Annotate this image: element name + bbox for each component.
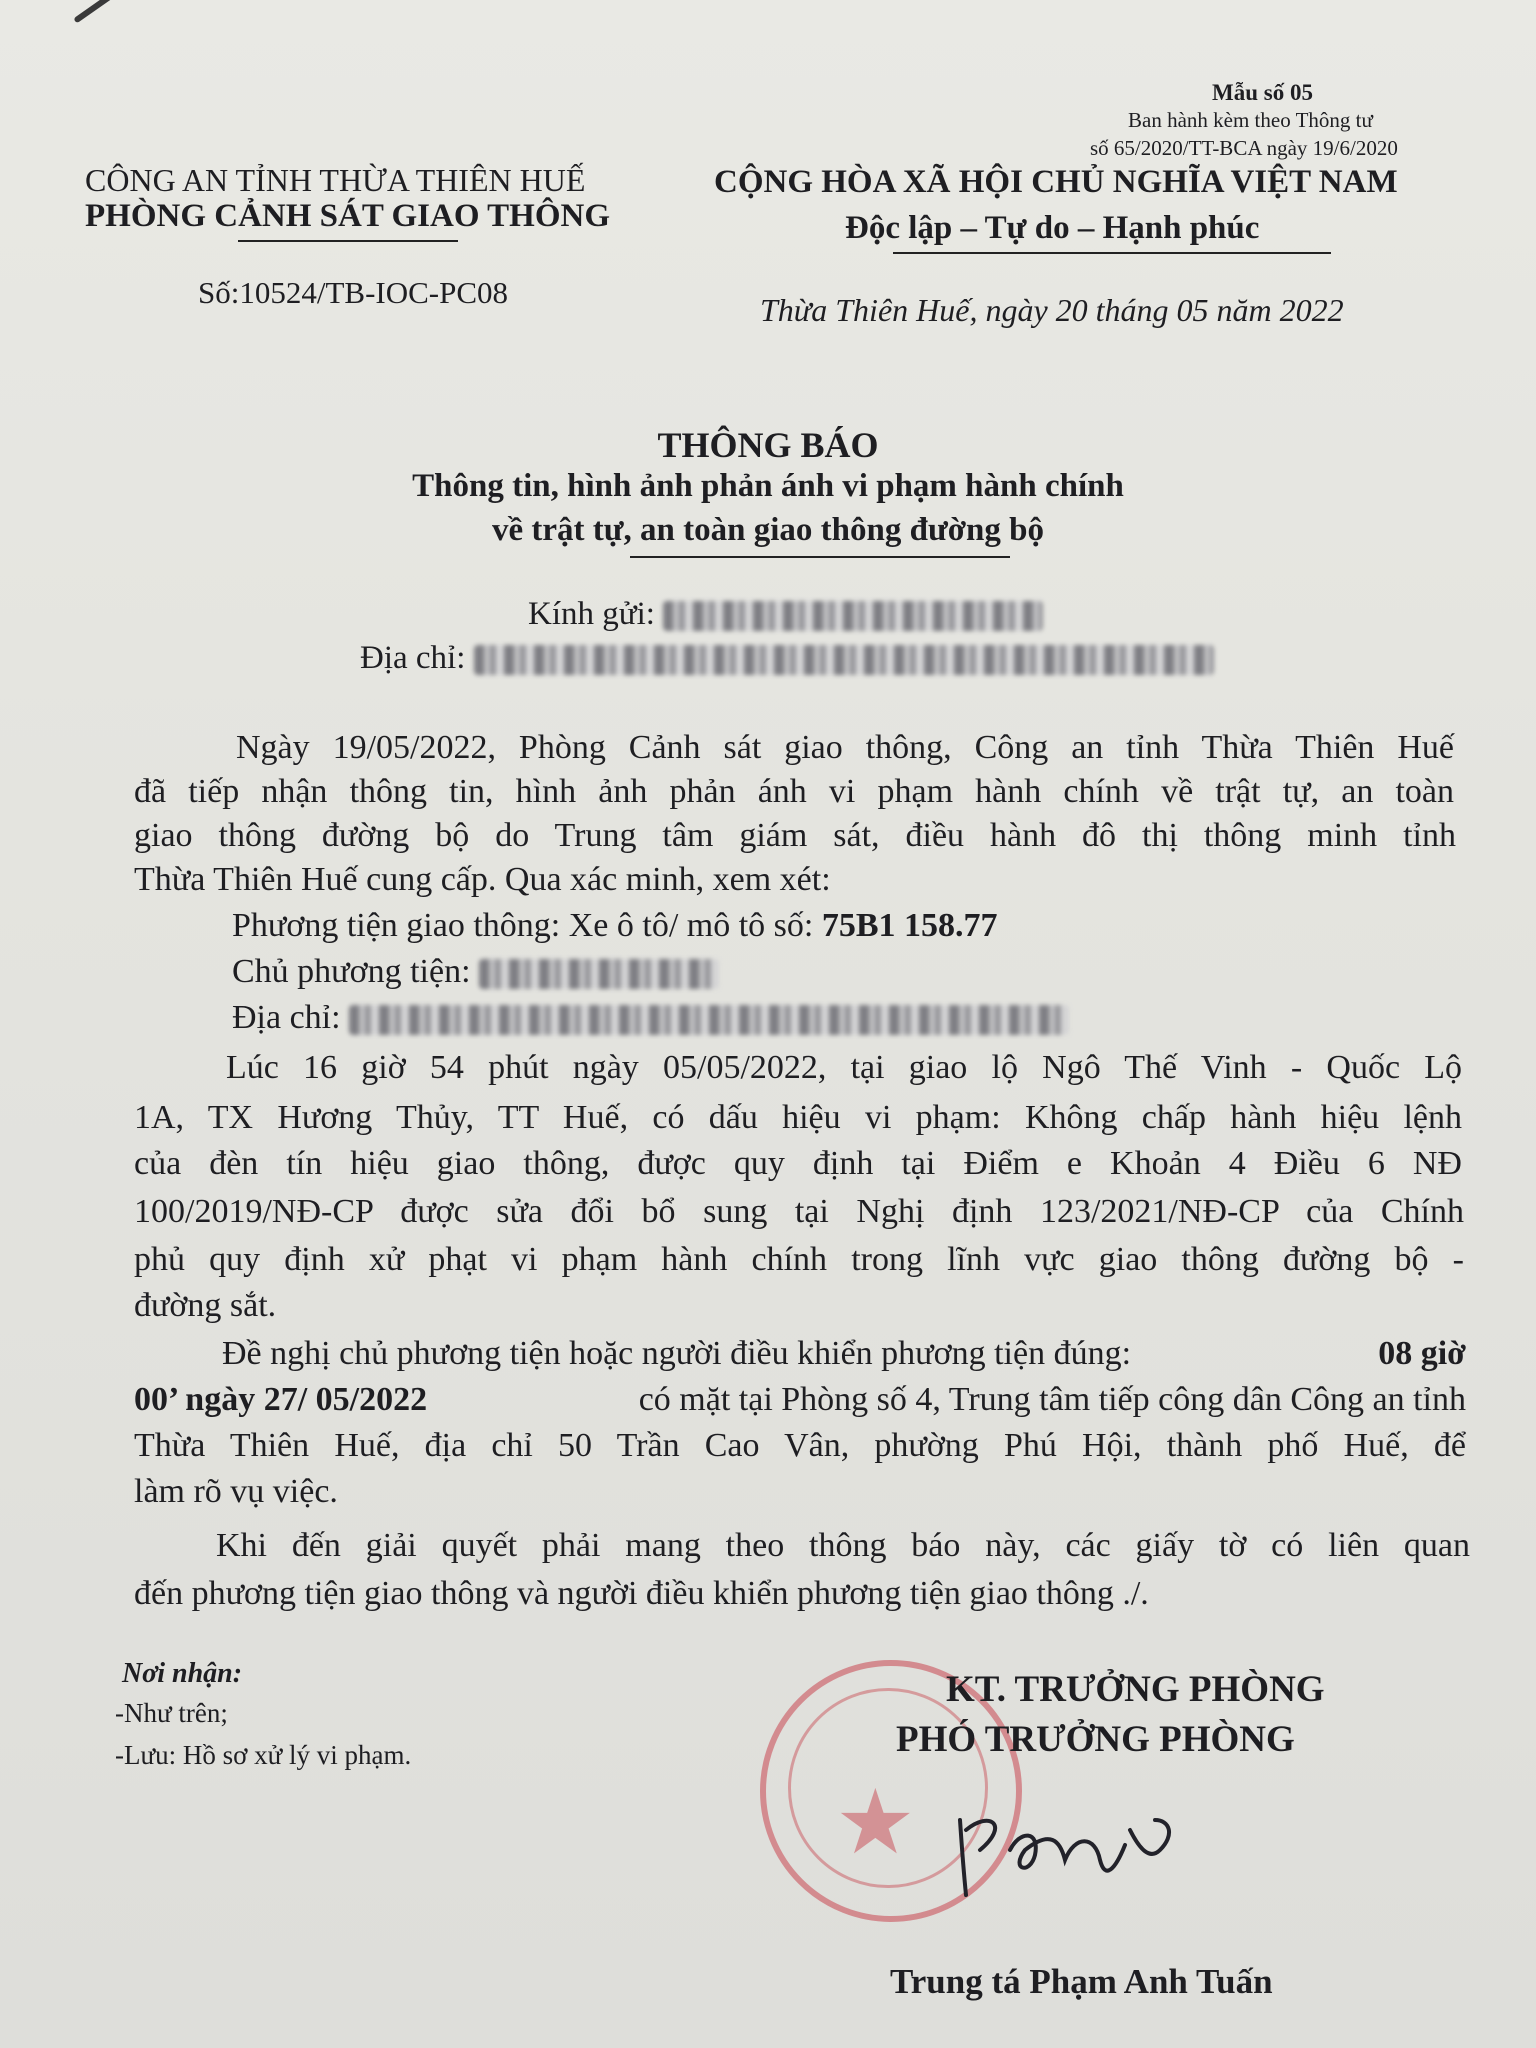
redacted-owner-name [479,959,719,989]
document-number: Số:10524/TB-IOC-PC08 [198,275,509,310]
p3-line4: làm rõ vụ việc. [134,1473,338,1510]
agency-parent: CÔNG AN TỈNH THỪA THIÊN HUẾ [85,162,586,198]
signer-name: Trung tá Phạm Anh Tuấn [890,1962,1273,2001]
owner-label: Chủ phương tiện: [232,953,471,990]
form-issued-line1: Ban hành kèm theo Thông tư [1128,108,1373,132]
signature-title-1: KT. TRƯỞNG PHÒNG [946,1669,1325,1710]
p2-line4: 100/2019/NĐ-CP được sửa đổi bổ sung tại Nghị định 123/2021/NĐ-CP của Chính [134,1193,1464,1230]
pen-mark [73,0,126,23]
form-number: Mẫu số 05 [1212,80,1313,105]
p3-line3: Thừa Thiên Huế, địa chỉ 50 Trần Cao Vân, phường Phú Hội, thành phố Huế, để [134,1427,1466,1464]
p2-line6: đường sắt. [134,1287,277,1324]
p1-line4: Thừa Thiên Huế cung cấp. Qua xác minh, xem xét: [134,861,831,898]
p3-line1 [222,1332,1466,1376]
notice-subtitle-2: về trật tự, an toàn giao thông đường bộ [491,512,1044,548]
vehicle-plate: 75B1 158.77 [821,907,998,944]
motto-underline [893,252,1331,254]
p2-line3: của đèn tín hiệu giao thông, được quy định tại Điểm e Khoản 4 Điều 6 NĐ [134,1145,1462,1182]
notice-subtitle-1: Thông tin, hình ảnh phản ánh vi phạm hành chính [412,468,1124,504]
p1-line2: đã tiếp nhận thông tin, hình ảnh phản ánh vi phạm hành chính về trật tự, an toàn [134,773,1454,810]
p2-line1: Lúc 16 giờ 54 phút ngày 05/05/2022, tại giao lộ Ngô Thế Vinh - Quốc Lộ [226,1049,1462,1086]
national-motto: Độc lập – Tự do – Hạnh phúc [845,210,1260,246]
p2-line5: phủ quy định xử phạt vi phạm hành chính trong lĩnh vực giao thông đường bộ - [134,1241,1464,1278]
appointment-date: 00’ ngày 27/ 05/2022 [134,1381,428,1418]
p4-line2: đến phương tiện giao thông và người điều khiển phương tiện giao thông ./. [134,1575,1149,1612]
recipient-to-label: Kính gửi: [528,596,655,632]
p3-line2-text: có mặt tại Phòng số 4, Trung tâm tiếp công dân Công an tỉnh [638,1381,1466,1418]
vehicle-label: Phương tiện giao thông: Xe ô tô/ mô tô số: [232,907,814,944]
stamp-star-icon: ★ [835,1770,916,1875]
recipient-address-line [360,640,1214,677]
recipient-line [528,596,1043,633]
redacted-recipient-address [474,645,1214,675]
handwritten-signature [940,1790,1240,1910]
p3-line1-text: Đề nghị chủ phương tiện hoặc người điều khiển phương tiện đúng: [222,1335,1132,1372]
recipient-address-label: Địa chỉ: [360,640,466,676]
p3-line2 [134,1378,1466,1422]
title-underline [630,556,1010,558]
redacted-owner-address [349,1005,1069,1035]
agency-underline [238,240,458,242]
receivers-item-1: -Như trên; [115,1698,228,1728]
vehicle-line [232,904,1536,948]
owner-address-label: Địa chỉ: [232,999,341,1036]
p1-line1: Ngày 19/05/2022, Phòng Cảnh sát giao thông, Công an tỉnh Thừa Thiên Huế [236,729,1454,766]
form-issued-line2: số 65/2020/TT-BCA ngày 19/6/2020 [1090,136,1398,160]
redacted-recipient-name [663,601,1043,631]
receivers-item-2: -Lưu: Hồ sơ xử lý vi phạm. [115,1740,412,1770]
notice-title: THÔNG BÁO [657,425,879,465]
owner-line [232,950,1536,994]
p2-line2: 1A, TX Hương Thủy, TT Huế, có dấu hiệu vi phạm: Không chấp hành hiệu lệnh [134,1099,1462,1136]
place-date: Thừa Thiên Huế, ngày 20 tháng 05 năm 2022 [760,292,1344,328]
signature-title-2: PHÓ TRƯỞNG PHÒNG [896,1719,1295,1760]
national-title: CỘNG HÒA XÃ HỘI CHỦ NGHĨA VIỆT NAM [714,164,1398,200]
p1-line3: giao thông đường bộ do Trung tâm giám sát, điều hành đô thị thông minh tỉnh [134,817,1456,854]
owner-address-line [232,996,1536,1040]
receivers-label: Nơi nhận: [122,1658,243,1689]
appointment-time: 08 giờ [1378,1335,1466,1372]
p4-line1: Khi đến giải quyết phải mang theo thông báo này, các giấy tờ có liên quan [216,1527,1470,1564]
agency-name: PHÒNG CẢNH SÁT GIAO THÔNG [85,198,611,234]
